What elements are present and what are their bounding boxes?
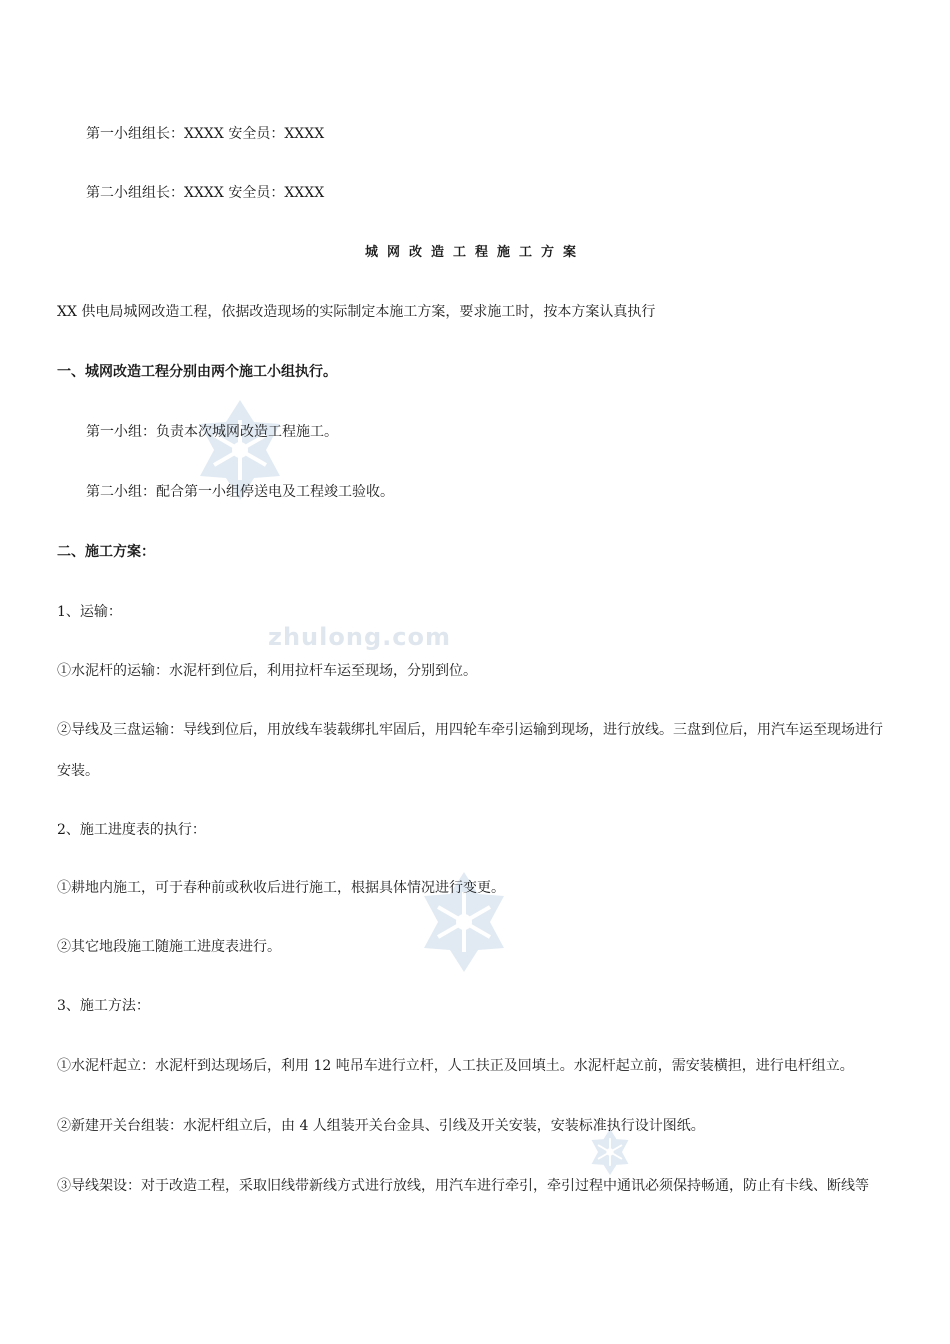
document-title: 城网改造工程施工方案 [364,245,585,260]
group1-paragraph: 第一小组：负责本次城网改造工程施工。 [86,424,338,440]
group2-paragraph: 第二小组：配合第一小组停送电及工程竣工验收。 [86,484,394,500]
item3-a-paragraph: ①水泥杆起立：水泥杆到达现场后，利用 12 吨吊车进行立杆，人工扶正及回填土。水泥杆起立前，需安装横担，进行电杆组立。 [57,1058,854,1074]
team1-leader-line: 第一小组组长：XXXX 安全员：XXXX [86,126,325,142]
item3-c-paragraph: ③导线架设：对于改造工程，采取旧线带新线方式进行放线，用汽车进行牵引，牵引过程中通讯必须保持畅通，防止有卡线、断线等 [57,1178,869,1194]
section2-heading: 二、施工方案： [57,544,155,560]
item3-heading: 3、施工方法： [57,998,150,1014]
team2-leader-line: 第二小组组长：XXXX 安全员：XXXX [86,185,325,201]
item1-b-paragraph: ②导线及三盘运输：导线到位后，用放线车装载绑扎牢固后，用四轮车牵引运输到现场，进行放线。三盘到位后，用汽车运至现场进行安装。 [57,722,883,779]
item2-a-paragraph: ①耕地内施工，可于春种前或秋收后进行施工，根据具体情况进行变更。 [57,880,505,896]
intro-paragraph: XX 供电局城网改造工程，依据改造现场的实际制定本施工方案，要求施工时，按本方案认真执行 [57,304,656,320]
section1-heading: 一、城网改造工程分别由两个施工小组执行。 [57,364,337,380]
watermark-text: zhulong.com [268,623,451,651]
item1-heading: 1、运输： [57,604,122,620]
item2-b-paragraph: ②其它地段施工随施工进度表进行。 [57,939,281,955]
item2-heading: 2、施工进度表的执行： [57,822,206,838]
item1-a-paragraph: ①水泥杆的运输：水泥杆到位后，利用拉杆车运至现场，分别到位。 [57,663,477,679]
item3-b-paragraph: ②新建开关台组装：水泥杆组立后，由 4 人组装开关台金具、引线及开关安装，安装标准执行设计图纸。 [57,1118,705,1134]
